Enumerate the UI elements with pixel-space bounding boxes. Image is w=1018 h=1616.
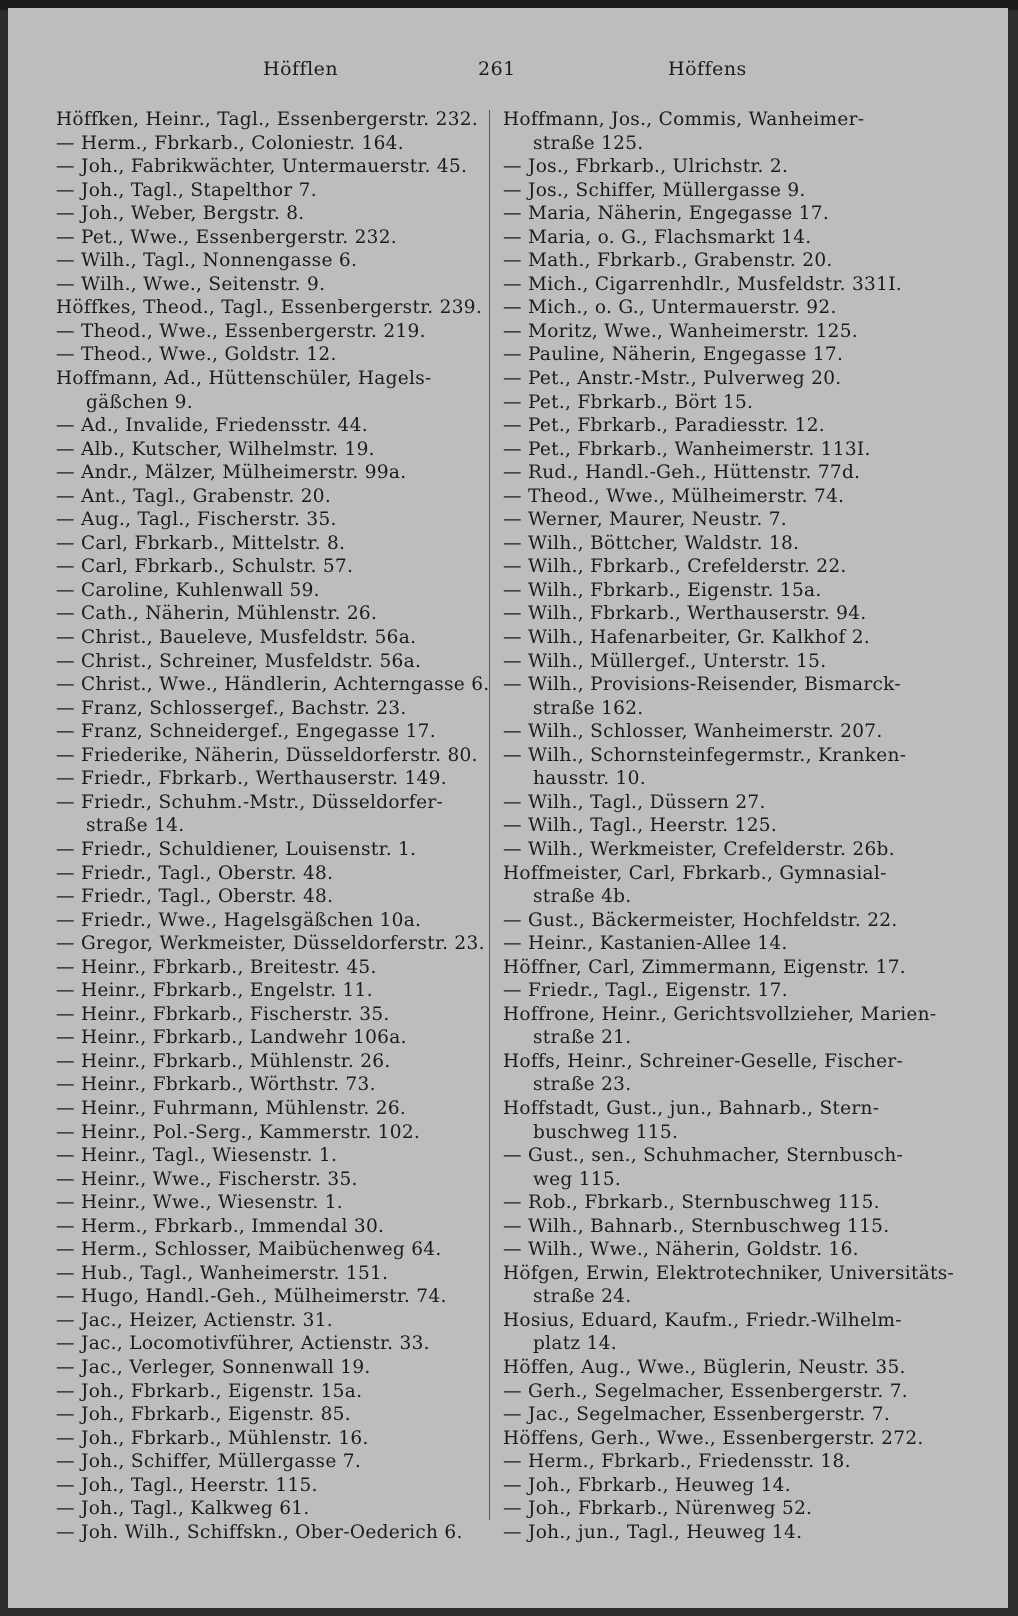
directory-entry: — Math., Fbrkarb., Grabenstr. 20.	[503, 250, 833, 272]
directory-entry: — Joh. Wilh., Schiffskn., Ober-Oederich 6.	[56, 1521, 463, 1543]
directory-entry: — Caroline, Kuhlenwall 59.	[56, 579, 320, 601]
directory-entry: — Joh., Fbrkarb., Nürenweg 52.	[503, 1498, 813, 1520]
directory-page	[8, 8, 1008, 1608]
directory-entry: Höfgen, Erwin, Elektrotechniker, Universitäts-	[503, 1262, 955, 1284]
directory-entry: Hosius, Eduard, Kaufm., Friedr.-Wilhelm-	[503, 1309, 902, 1331]
directory-entry: — Maria, Näherin, Engegasse 17.	[503, 203, 830, 225]
directory-entry: — Joh., jun., Tagl., Heuweg 14.	[503, 1521, 803, 1543]
header-right-keyword: Höffens	[668, 58, 747, 80]
directory-entry: platz 14.	[533, 1333, 617, 1355]
directory-entry: — Heinr., Fbrkarb., Mühlenstr. 26.	[56, 1050, 391, 1072]
directory-entry: — Heinr., Fbrkarb., Engelstr. 11.	[56, 980, 373, 1002]
directory-entry: — Pet., Fbrkarb., Paradiesstr. 12.	[503, 415, 825, 437]
directory-entry: — Jos., Fbrkarb., Ulrichstr. 2.	[503, 156, 789, 178]
directory-entry: — Heinr., Tagl., Wiesenstr. 1.	[56, 1145, 338, 1167]
directory-entry: — Wilh., Schlosser, Wanheimerstr. 207.	[503, 721, 883, 743]
directory-entry: — Jac., Segelmacher, Essenbergerstr. 7.	[503, 1404, 891, 1426]
directory-entry: straße 162.	[533, 697, 644, 719]
directory-entry: — Joh., Fabrikwächter, Untermauerstr. 45.	[56, 156, 468, 178]
directory-entry: — Carl, Fbrkarb., Mittelstr. 8.	[56, 532, 346, 554]
directory-entry: straße 125.	[533, 132, 644, 154]
directory-entry: — Wilh., Tagl., Heerstr. 125.	[503, 815, 778, 837]
directory-entry: — Joh., Tagl., Stapelthor 7.	[56, 179, 317, 201]
header-left-keyword: Höfflen	[263, 58, 339, 80]
directory-entry: — Christ., Baueleve, Musfeldstr. 56a.	[56, 627, 417, 649]
directory-entry: — Joh., Tagl., Kalkweg 61.	[56, 1498, 310, 1520]
page-number: 261	[478, 58, 516, 80]
directory-entry: — Heinr., Wwe., Wiesenstr. 1.	[56, 1192, 343, 1214]
directory-entry: — Heinr., Fbrkarb., Landwehr 106a.	[56, 1027, 407, 1049]
directory-entry: — Christ., Wwe., Händlerin, Achterngasse 6.	[56, 674, 490, 696]
directory-entry: Hoffs, Heinr., Schreiner-Geselle, Fischer-	[503, 1050, 904, 1072]
directory-entry: straße 24.	[533, 1286, 632, 1308]
directory-entry: — Herm., Schlosser, Maibüchenweg 64.	[56, 1239, 442, 1261]
directory-entry: — Wilh., Fbrkarb., Werthauserstr. 94.	[503, 603, 867, 625]
directory-entry: — Wilh., Provisions-Reisender, Bismarck-	[503, 674, 901, 696]
directory-entry: — Jac., Locomotivführer, Actienstr. 33.	[56, 1333, 430, 1355]
directory-entry: — Gust., Bäckermeister, Hochfeldstr. 22.	[503, 909, 898, 931]
directory-entry: — Christ., Schreiner, Musfeldstr. 56a.	[56, 650, 422, 672]
directory-entry: — Werner, Maurer, Neustr. 7.	[503, 509, 787, 531]
directory-entry: straße 4b.	[533, 886, 632, 908]
directory-entry: — Friedr., Tagl., Oberstr. 48.	[56, 862, 334, 884]
directory-entry: hausstr. 10.	[533, 768, 646, 790]
directory-entry: — Friedr., Schuhm.-Mstr., Düsseldorfer-	[56, 791, 444, 813]
directory-entry: — Wilh., Hafenarbeiter, Gr. Kalkhof 2.	[503, 627, 871, 649]
directory-entry: — Joh., Fbrkarb., Eigenstr. 85.	[56, 1404, 351, 1426]
directory-entry: — Hub., Tagl., Wanheimerstr. 151.	[56, 1262, 389, 1284]
directory-entry: — Herm., Fbrkarb., Immendal 30.	[56, 1215, 385, 1237]
directory-entry: — Wilh., Wwe., Näherin, Goldstr. 16.	[503, 1239, 859, 1261]
directory-entry: — Maria, o. G., Flachsmarkt 14.	[503, 226, 812, 248]
directory-entry: — Mich., o. G., Untermauerstr. 92.	[503, 297, 837, 319]
directory-entry: weg 115.	[533, 1168, 622, 1190]
directory-entry: Höffkes, Theod., Tagl., Essenbergerstr. 239.	[56, 297, 483, 319]
page-header	[8, 58, 1008, 90]
directory-entry: — Moritz, Wwe., Wanheimerstr. 125.	[503, 320, 858, 342]
directory-entry: — Joh., Fbrkarb., Eigenstr. 15a.	[56, 1380, 363, 1402]
directory-entry: — Pauline, Näherin, Engegasse 17.	[503, 344, 844, 366]
directory-entry: — Friedr., Tagl., Eigenstr. 17.	[503, 980, 788, 1002]
directory-entry: — Theod., Wwe., Mülheimerstr. 74.	[503, 485, 845, 507]
directory-entry: Höffken, Heinr., Tagl., Essenbergerstr. 232.	[56, 109, 479, 130]
directory-entry: — Friedr., Fbrkarb., Werthauserstr. 149.	[56, 768, 447, 790]
directory-entry: — Heinr., Wwe., Fischerstr. 35.	[56, 1168, 358, 1190]
directory-entry: — Heinr., Fbrkarb., Wörthstr. 73.	[56, 1074, 376, 1096]
directory-entry: — Friedr., Tagl., Oberstr. 48.	[56, 886, 334, 908]
directory-entry: — Andr., Mälzer, Mülheimerstr. 99a.	[56, 462, 407, 484]
right-column	[503, 108, 955, 1544]
directory-entry: — Friedr., Wwe., Hagelsgäßchen 10a.	[56, 909, 422, 931]
directory-entry: — Franz, Schlossergef., Bachstr. 23.	[56, 697, 407, 719]
directory-entry: — Herm., Fbrkarb., Friedensstr. 18.	[503, 1451, 851, 1473]
directory-entry: — Rob., Fbrkarb., Sternbuschweg 115.	[503, 1192, 880, 1214]
directory-entry: — Hugo, Handl.-Geh., Mülheimerstr. 74.	[56, 1286, 447, 1308]
directory-entry: — Jos., Schiffer, Müllergasse 9.	[503, 179, 806, 201]
directory-entry: — Heinr., Pol.-Serg., Kammerstr. 102.	[56, 1121, 421, 1143]
directory-entry: — Friedr., Schuldiener, Louisenstr. 1.	[56, 838, 417, 860]
directory-entry: — Cath., Näherin, Mühlenstr. 26.	[56, 603, 378, 625]
directory-entry: — Heinr., Kastanien-Allee 14.	[503, 933, 788, 955]
directory-entry: — Pet., Fbrkarb., Bört 15.	[503, 391, 754, 413]
directory-entry: — Jac., Verleger, Sonnenwall 19.	[56, 1356, 371, 1378]
directory-entry: — Joh., Fbrkarb., Heuweg 14.	[503, 1474, 791, 1496]
directory-entry: — Pet., Fbrkarb., Wanheimerstr. 113I.	[503, 438, 871, 460]
directory-entry: — Theod., Wwe., Goldstr. 12.	[56, 344, 337, 366]
directory-entry: Höffens, Gerh., Wwe., Essenbergerstr. 272.	[503, 1427, 924, 1449]
directory-entry: — Gerh., Segelmacher, Essenbergerstr. 7.	[503, 1380, 908, 1402]
directory-entry: Hoffrone, Heinr., Gerichtsvollzieher, Marien-	[503, 1003, 937, 1025]
directory-entry: — Alb., Kutscher, Wilhelmstr. 19.	[56, 438, 375, 460]
directory-entry: — Ad., Invalide, Friedensstr. 44.	[56, 415, 368, 437]
directory-entry: — Gust., sen., Schuhmacher, Sternbusch-	[503, 1145, 904, 1167]
directory-entry: straße 23.	[533, 1074, 632, 1096]
directory-entry: — Wilh., Tagl., Nonnengasse 6.	[56, 250, 358, 272]
directory-entry: Höffen, Aug., Wwe., Büglerin, Neustr. 35.	[503, 1356, 906, 1378]
directory-entry: — Heinr., Fbrkarb., Fischerstr. 35.	[56, 1003, 390, 1025]
directory-entry: gäßchen 9.	[86, 391, 193, 413]
directory-entry: — Wilh., Schornsteinfegermstr., Kranken-	[503, 744, 907, 766]
directory-entry: — Wilh., Bahnarb., Sternbuschweg 115.	[503, 1215, 890, 1237]
directory-entry: straße 21.	[533, 1027, 632, 1049]
directory-entry: — Mich., Cigarrenhdlr., Musfeldstr. 331I.	[503, 273, 902, 295]
directory-entry: — Aug., Tagl., Fischerstr. 35.	[56, 509, 337, 531]
left-column	[56, 108, 490, 1544]
directory-entry: Hoffmann, Ad., Hüttenschüler, Hagels-	[56, 368, 432, 390]
directory-entry: — Wilh., Werkmeister, Crefelderstr. 26b.	[503, 838, 895, 860]
directory-entry: — Herm., Fbrkarb., Coloniestr. 164.	[56, 132, 404, 154]
directory-entry: — Rud., Handl.-Geh., Hüttenstr. 77d.	[503, 462, 861, 484]
directory-entry: — Jac., Heizer, Actienstr. 31.	[56, 1309, 333, 1331]
directory-entry: Hoffmeister, Carl, Fbrkarb., Gymnasial-	[503, 862, 887, 884]
directory-entry: — Wilh., Fbrkarb., Crefelderstr. 22.	[503, 556, 847, 578]
directory-entry: — Joh., Tagl., Heerstr. 115.	[56, 1474, 318, 1496]
directory-entry: — Ant., Tagl., Grabenstr. 20.	[56, 485, 332, 507]
directory-entry: Hoffmann, Jos., Commis, Wanheimer-	[503, 109, 865, 130]
directory-entry: Hoffstadt, Gust., jun., Bahnarb., Stern-	[503, 1097, 880, 1119]
directory-entry: — Franz, Schneidergef., Engegasse 17.	[56, 721, 436, 743]
directory-entry: buschweg 115.	[533, 1121, 679, 1143]
directory-entry: — Pet., Anstr.-Mstr., Pulverweg 20.	[503, 368, 842, 390]
directory-entry: — Theod., Wwe., Essenbergerstr. 219.	[56, 320, 426, 342]
directory-entry: — Joh., Weber, Bergstr. 8.	[56, 203, 305, 225]
directory-entry: — Joh., Schiffer, Müllergasse 7.	[56, 1451, 361, 1473]
directory-entry: — Friederike, Näherin, Düsseldorferstr. 80.	[56, 744, 478, 766]
directory-entry: — Wilh., Tagl., Düssern 27.	[503, 791, 766, 813]
directory-entry: — Wilh., Müllergef., Unterstr. 15.	[503, 650, 827, 672]
directory-entry: — Wilh., Fbrkarb., Eigenstr. 15a.	[503, 579, 822, 601]
directory-entry: — Joh., Fbrkarb., Mühlenstr. 16.	[56, 1427, 369, 1449]
directory-entry: — Wilh., Böttcher, Waldstr. 18.	[503, 532, 800, 554]
directory-entry: — Carl, Fbrkarb., Schulstr. 57.	[56, 556, 354, 578]
directory-entry: — Pet., Wwe., Essenbergerstr. 232.	[56, 226, 397, 248]
directory-entry: — Wilh., Wwe., Seitenstr. 9.	[56, 273, 326, 295]
directory-entry: — Heinr., Fuhrmann, Mühlenstr. 26.	[56, 1097, 407, 1119]
directory-entry: straße 14.	[86, 815, 185, 837]
directory-entry: — Heinr., Fbrkarb., Breitestr. 45.	[56, 956, 377, 978]
directory-entry: Höffner, Carl, Zimmermann, Eigenstr. 17.	[503, 956, 906, 978]
column-divider	[489, 110, 490, 1520]
directory-entry: — Gregor, Werkmeister, Düsseldorferstr. 23.	[56, 933, 485, 955]
